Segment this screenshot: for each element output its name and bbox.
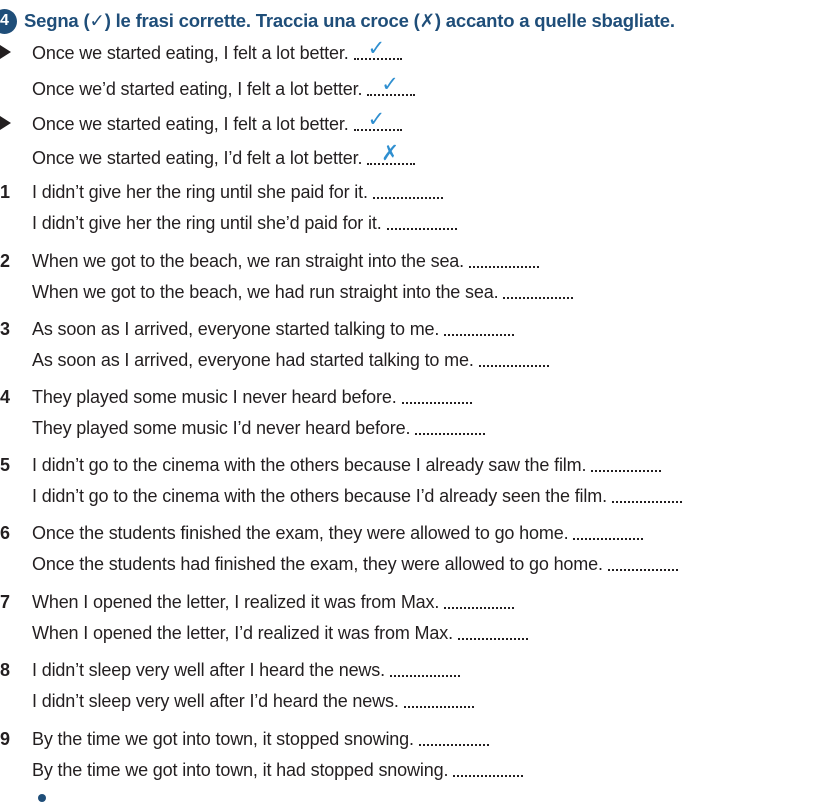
example-sentence <box>32 142 415 171</box>
item-number: 6 <box>0 523 11 543</box>
sentence-a <box>32 384 472 410</box>
answer-blank <box>354 37 402 66</box>
example-sentence <box>32 37 402 66</box>
sentence-text: By the time we got into town, it had stopped snowing. <box>32 760 449 780</box>
example-text: Once we started eating, I’d felt a lot better. <box>32 148 363 168</box>
check-mark: ✓ <box>381 73 399 96</box>
sentence-a <box>32 589 514 615</box>
item-number: 1 <box>0 182 11 202</box>
answer-blank[interactable] <box>415 415 485 441</box>
answer-blank[interactable] <box>404 688 474 714</box>
example-arrow-icon <box>0 116 11 130</box>
sentence-b <box>32 347 549 373</box>
sentence-text: I didn’t sleep very well after I’d heard the news. <box>32 691 399 711</box>
item-number: 9 <box>0 729 11 749</box>
answer-blank[interactable] <box>373 179 443 205</box>
sentence-a <box>32 316 514 342</box>
sentence-b <box>32 688 474 714</box>
answer-blank[interactable] <box>612 483 682 509</box>
sentence-b <box>32 210 457 236</box>
example-arrow-icon <box>0 45 11 59</box>
sentence-a <box>32 452 661 478</box>
sentence-b <box>32 483 682 509</box>
answer-blank[interactable] <box>419 726 489 752</box>
item-number: 7 <box>0 592 11 612</box>
next-exercise-badge-edge <box>38 794 46 802</box>
sentence-b <box>32 551 678 577</box>
sentence-a <box>32 248 539 274</box>
item-number: 5 <box>0 455 11 475</box>
sentence-text: When I opened the letter, I realized it was from Max. <box>32 592 440 612</box>
answer-blank[interactable] <box>402 384 472 410</box>
exercise-instruction: Segna (✓) le frasi corrette. Traccia una croce (✗) accanto a quelle sbagliate. <box>24 10 675 31</box>
item-number: 2 <box>0 251 11 271</box>
sentence-text: Once the students finished the exam, they were allowed to go home. <box>32 523 569 543</box>
example-text: Once we started eating, I felt a lot better. <box>32 114 349 134</box>
answer-blank[interactable] <box>503 279 573 305</box>
exercise-header <box>0 8 675 34</box>
item-number: 8 <box>0 660 11 680</box>
answer-blank[interactable] <box>444 589 514 615</box>
sentence-b <box>32 415 485 441</box>
example-sentence <box>32 108 402 137</box>
sentence-a <box>32 657 460 683</box>
answer-blank[interactable] <box>608 551 678 577</box>
sentence-text: Once the students had finished the exam, they were allowed to go home. <box>32 554 603 574</box>
sentence-text: When we got to the beach, we had run straight into the sea. <box>32 282 499 302</box>
answer-blank[interactable] <box>458 620 528 646</box>
answer-blank[interactable] <box>390 657 460 683</box>
sentence-text: They played some music I never heard before. <box>32 387 397 407</box>
answer-blank[interactable] <box>469 248 539 274</box>
sentence-b <box>32 757 523 783</box>
answer-blank <box>367 142 415 171</box>
example-sentence <box>32 73 415 102</box>
sentence-text: I didn’t sleep very well after I heard the news. <box>32 660 385 680</box>
sentence-text: When I opened the letter, I’d realized it was from Max. <box>32 623 453 643</box>
sentence-text: As soon as I arrived, everyone started talking to me. <box>32 319 440 339</box>
check-mark: ✓ <box>367 37 386 60</box>
sentence-b <box>32 279 573 305</box>
sentence-b <box>32 620 528 646</box>
example-text: Once we started eating, I felt a lot better. <box>32 43 349 63</box>
sentence-text: I didn’t give her the ring until she’d paid for it. <box>32 213 382 233</box>
answer-blank[interactable] <box>387 210 457 236</box>
answer-blank <box>354 108 402 137</box>
exercise-number-badge: 4 <box>0 9 17 34</box>
sentence-text: When we got to the beach, we ran straight into the sea. <box>32 251 465 271</box>
sentence-text: I didn’t go to the cinema with the others because I’d already seen the film. <box>32 486 607 506</box>
check-mark: ✓ <box>367 108 386 131</box>
answer-blank[interactable] <box>453 757 523 783</box>
sentence-text: They played some music I’d never heard before. <box>32 418 411 438</box>
sentence-a <box>32 726 489 752</box>
sentence-text: By the time we got into town, it stopped snowing. <box>32 729 414 749</box>
answer-blank[interactable] <box>444 316 514 342</box>
sentence-a <box>32 179 443 205</box>
answer-blank[interactable] <box>573 520 643 546</box>
answer-blank[interactable] <box>591 452 661 478</box>
sentence-text: As soon as I arrived, everyone had started talking to me. <box>32 350 474 370</box>
sentence-text: I didn’t go to the cinema with the others because I already saw the film. <box>32 455 587 475</box>
item-number: 4 <box>0 387 11 407</box>
cross-mark: ✗ <box>381 142 399 165</box>
sentence-text: I didn’t give her the ring until she paid for it. <box>32 182 368 202</box>
example-text: Once we’d started eating, I felt a lot better. <box>32 79 363 99</box>
item-number: 3 <box>0 319 11 339</box>
sentence-a <box>32 520 643 546</box>
answer-blank[interactable] <box>479 347 549 373</box>
answer-blank <box>367 73 415 102</box>
